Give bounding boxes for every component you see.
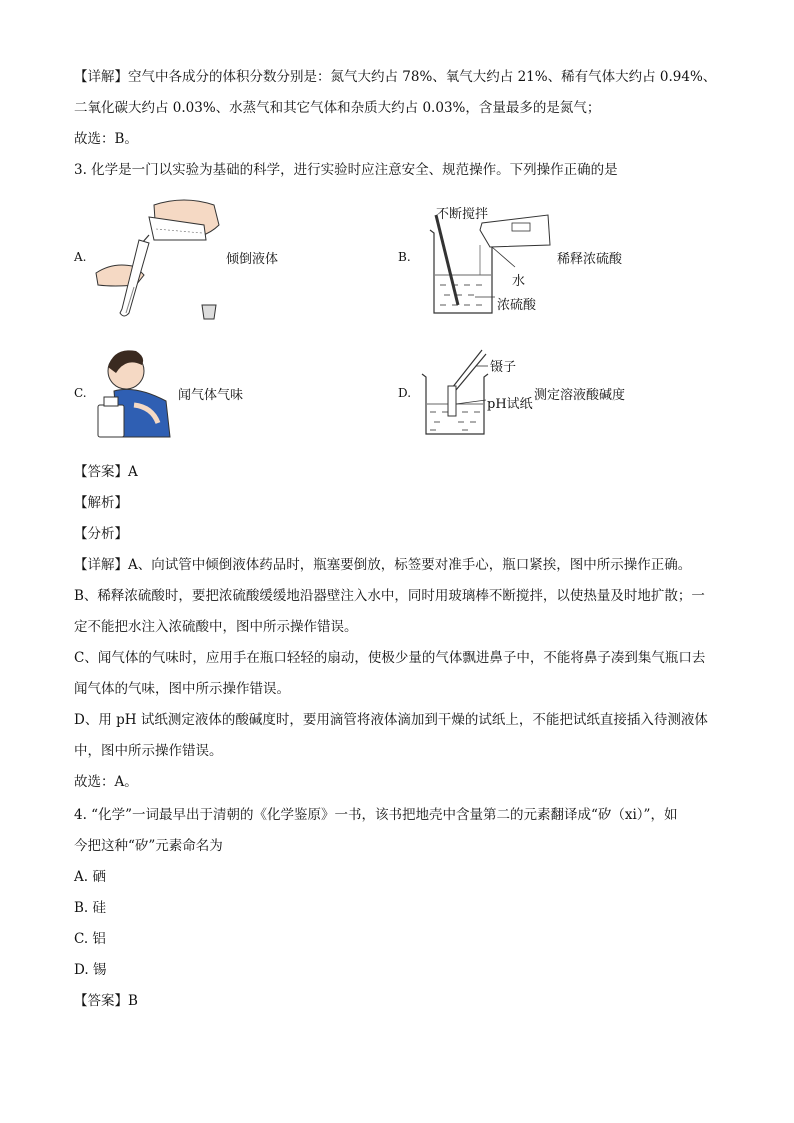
q3-option-a-label: A.: [74, 250, 87, 264]
q3-option-b-stir-label: 不断搅拌: [436, 207, 489, 222]
q2-detail-line1: 【详解】空气中各成分的体积分数分别是：氮气大约占 78%、氧气大约占 21%、稀有气体大约占 0.94%、: [74, 69, 717, 85]
q3-option-b-water-label: 水: [512, 274, 526, 289]
q3-explain-line6: D、用 pH 试纸测定液体的酸碱度时，要用滴管将液体滴加到干燥的试纸上，不能把试纸直接插入待测液体: [74, 712, 708, 728]
q4-answer: 【答案】B: [74, 993, 138, 1009]
q3-option-d-caption: 测定溶液酸碱度: [534, 388, 626, 403]
q2-choice: 故选：B。: [74, 131, 138, 147]
q3-explain-line3: 定不能把水注入浓硫酸中，图中所示操作错误。: [74, 619, 358, 635]
q3-option-a-caption: 倾倒液体: [226, 252, 279, 267]
q2-detail-line2: 二氧化碳大约占 0.03%、水蒸气和其它气体和杂质大约占 0.03%，含量最多的是氮气；: [74, 100, 601, 116]
q3-explain-line1: 【详解】A、向试管中倾倒液体药品时，瓶塞要倒放，标签要对准手心，瓶口紧挨，图中所示操作正确。: [74, 557, 692, 573]
q3-option-b-acid-label: 浓硫酸: [497, 298, 537, 313]
q4-stem: 4. “化学”一词最早出于清朝的《化学鉴原》一书，该书把地壳中含量第二的元素翻译成“矽（xi）”，如: [74, 807, 678, 823]
q3-explain-line7: 中，图中所示操作错误。: [74, 743, 223, 759]
q4-stem-line2: 今把这种“矽”元素命名为: [74, 838, 223, 854]
q3-option-b-label: B.: [398, 250, 411, 264]
q3-analysis: 【解析】: [74, 495, 128, 511]
q3-explain-line5: 闻气体的气味，图中所示操作错误。: [74, 681, 290, 697]
q3-option-c-label: C.: [74, 386, 87, 400]
q4-option-d: D. 锡: [74, 962, 107, 978]
smell-gas-illustration: [96, 345, 176, 440]
q3-answer: 【答案】A: [74, 464, 138, 480]
dilute-acid-illustration: [420, 205, 560, 320]
q4-option-b: B. 硅: [74, 900, 107, 916]
q3-choice: 故选：A。: [74, 774, 138, 790]
q3-option-d-ph-paper-label: pH试纸: [487, 397, 533, 412]
q3-stem: 3. 化学是一门以实验为基础的科学，进行实验时应注意安全、规范操作。下列操作正确的是: [74, 162, 618, 178]
q3-explain-line4: C、闻气体的气味时，应用手在瓶口轻轻的扇动，使极少量的气体飘进鼻子中，不能将鼻子凑到集气瓶口去: [74, 650, 706, 666]
q3-option-c-caption: 闻气体气味: [178, 388, 244, 403]
q3-option-d-tweezers-label: 镊子: [490, 360, 517, 375]
q4-option-a: A. 硒: [74, 869, 106, 885]
q3-fenxi: 【分析】: [74, 526, 128, 542]
q4-option-c: C. 铝: [74, 931, 106, 947]
q3-option-b-caption: 稀释浓硫酸: [557, 252, 623, 267]
q3-explain-line2: B、稀释浓硫酸时，要把浓硫酸缓缓地沿器壁注入水中，同时用玻璃棒不断搅拌，以使热量及时地扩散；一: [74, 588, 705, 604]
q3-option-d-label: D.: [398, 386, 412, 400]
pour-liquid-illustration: [94, 195, 224, 325]
